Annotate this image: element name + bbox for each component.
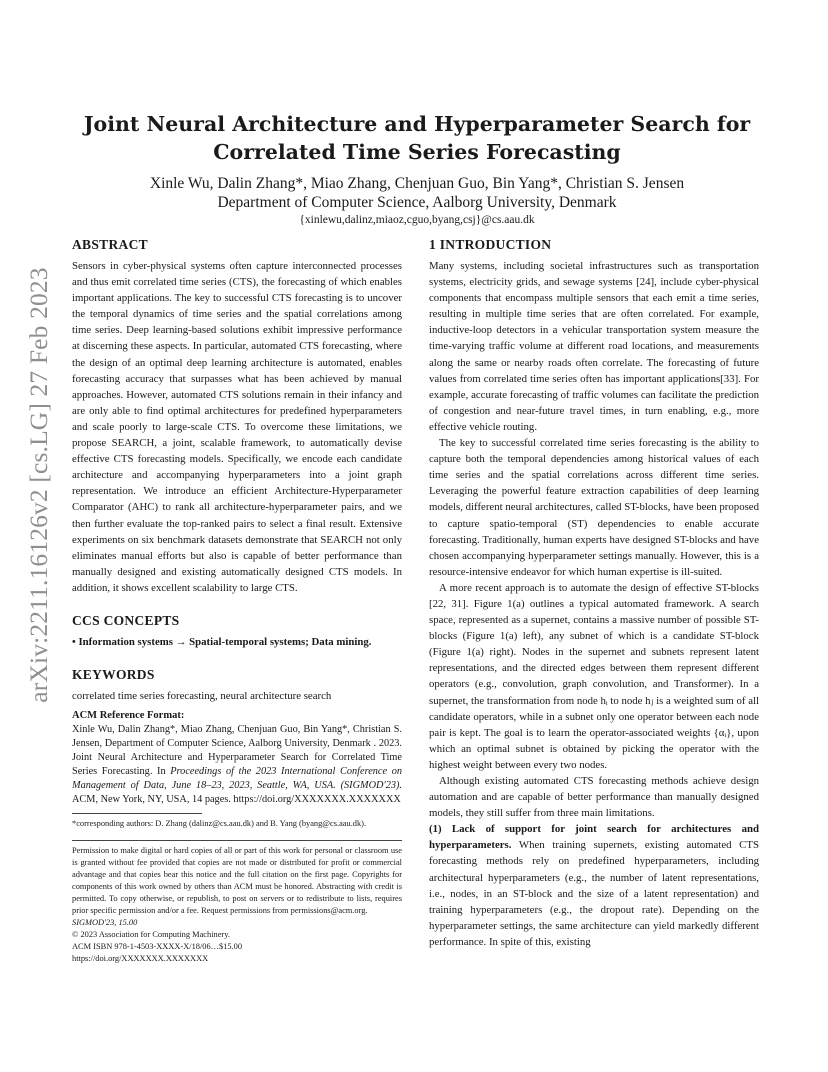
acm-ref-text: Xinle Wu, Dalin Zhang*, Miao Zhang, Chenjuan Guo, Bin Yang*, Christian S. Jensen, Department of Computer Science, Aalborg University, Denmark . 2023. Joint Neural Architecture and Hyperparameter Search for Correlated Time Series Forecasting. In Proceedings of the 2023 International Conference on Management of Data, June 18–23, 2023, Seattle, WA, USA. (SIGMOD'23). ACM, New York, NY, USA, 14 pages. https://doi.org/XXXXXXX.XXXXXXX (72, 724, 402, 805)
keywords-text: correlated time series forecasting, neural architecture search (72, 690, 332, 703)
intro-paragraph-4: Although existing automated CTS forecasting methods achieve design automation and are capable of better performance than manually designed models, they still suffer from three main limitations. (429, 775, 759, 820)
doi: https://doi.org/XXXXXXX.XXXXXXX (72, 953, 209, 963)
footnote: *corresponding authors: D. Zhang (dalinz@cs.aau.dk) and B. Yang (byang@cs.aau.dk). (72, 818, 367, 828)
permission-rule (72, 840, 402, 841)
ccs-text: • Information systems → Spatial-temporal systems; Data mining. (72, 635, 372, 648)
abstract-text: Sensors in cyber-physical systems often capture interconnected processes and thus emit correlated time series (CTS), the forecasting of which enables important applications. The key to successful CTS forecasting is to uncover the temporal dynamics of time series and the spatial correlations among time series. Deep learning-based solutions exhibit impressive performance at discerning these aspects. In particular, automated CTS forecasting, where the design of an optimal deep learning architecture is automated, enables forecasting accuracy that surpasses what has been achieved by manual approaches. However, automated CTS solutions remain in their infancy and are only able to find optimal architectures for predefined hyperparameters and scale poorly to large-scale CTS. To overcome these limitations, we propose SEARCH, a joint, scalable framework, to automatically devise effective CTS forecasting models. Specifically, we encode each candidate architecture and accompanying hyperparameters into a joint graph representation. We introduce an efficient Architecture-Hyperparameter Comparator (AHC) to rank all architecture-hyperparameter pairs, and we then further evaluate the top-ranked pairs to select a final result. Extensive experiments on six benchmark datasets demonstrate that SEARCH not only eliminates manual efforts but also is capable of better performance than manually designed and existing automatically designed CTS models. In addition, it shows excellent scalability to large CTS. (72, 260, 402, 594)
isbn: ACM ISBN 978-1-4503-XXXX-X/18/06…$15.00 (72, 941, 243, 951)
ccs-heading: CCS CONCEPTS (72, 612, 180, 628)
intro-heading: 1 INTRODUCTION (429, 237, 552, 252)
conference-line: SIGMOD'23, 15.00 (72, 917, 138, 927)
authors: Xinle Wu, Dalin Zhang*, Miao Zhang, Chenjuan Guo, Bin Yang*, Christian S. Jensen (149, 175, 685, 192)
paper-title (72, 110, 762, 166)
intro-paragraph-3: A more recent approach is to automate the design of effective ST-blocks [22, 31]. Figure 1(a) outlines a typical automated framework. A search space, represented as a supernet, contains a massive number of possible ST-blocks (Figure 1(a) left), any subnet of which is a candidate ST-block (Figure 1(a) right). Nodes in the supernet and subnets represent latent representations, and the directed edges between them represent different operators (e.g., convolution, graph convolution, and Transformer). In a supernet, the transformation from node hᵢ to node hⱼ is a weighted sum of all candidate operators, while in a subnet only one operator between each node pair is kept. The goal is to learn the operator-associated weights {αᵢ}, upon which an optimal subnet is obtained by picking the operator with the highest weight between every two nodes. (429, 581, 759, 771)
affiliation: Department of Computer Science, Aalborg University, Denmark (217, 194, 617, 211)
email: {xinlewu,dalinz,miaoz,cguo,byang,csj}@cs.aau.dk (299, 214, 535, 226)
intro-paragraph-2: The key to successful correlated time series forecasting is the ability to capture both the temporal dependencies among historical values of each time series and the spatial correlations across different time series. Leveraging the powerful feature extraction capabilities of deep learning models, different neural architectures, called ST-blocks, have been proposed to capture spatio-temporal (ST) dependencies to enable accurate forecasting. Traditionally, human experts have designed ST-blocks and have chosen accompanying hyperparameter settings manually. However, this is a resource-intensive endeavor for which human expertise is ill-suited. (429, 437, 759, 578)
abstract-heading: ABSTRACT (72, 237, 148, 252)
acm-ref-heading: ACM Reference Format: (72, 710, 185, 722)
intro-paragraph-1: Many systems, including societal infrastructures such as transportation systems, electricity grids, and sewage systems [24], include cyber-physical components that encompass multiple sensors that each emit a time series, resulting in multiple time series that are often correlated. For example, inductive-loop detectors in a vehicular transportation system measure the time-varying traffic volume at different road locations, and measurements along the same or nearby roads often correlate. The forecasting of future values from correlated time series often has important applications[33]. For example, accurate forecasting of traffic volumes can facilitate the prediction of congestion and near-future travel times, in turn enabling, e.g., more effective vehicle routing. (429, 260, 759, 433)
keywords-heading: KEYWORDS (72, 667, 155, 683)
footnote-rule (72, 813, 202, 814)
copyright: © 2023 Association for Computing Machinery. (72, 929, 230, 939)
title-line-1: Joint Neural Architecture and Hyperparameter Search for (83, 112, 751, 136)
title-line-2: Correlated Time Series Forecasting (213, 140, 621, 164)
intro-paragraph-5: (1) Lack of support for joint search for architectures and hyperparameters. When training supernets, existing automated CTS forecasting methods rely on predefined hyperparameters, including architectural hyperparameters (e.g., the number of latent representations, i.e., nodes, in an ST-block and the size of a latent representation) and training hyperparameters (e.g., the dropout rate). Depending on the hyperparameter settings, the same architecture can yield markedly different performance. In spite of this, existing (429, 823, 759, 948)
arxiv-stamp: arXiv:2211.16126v2 [cs.LG] 27 Feb 2023 (24, 267, 53, 703)
right-column (429, 236, 759, 950)
permission-notice: Permission to make digital or hard copies of all or part of this work for personal or classroom use is granted without fee provided that copies are not made or distributed for profit or commercial advantage and that copies bear this notice and the full citation on the first page. Copyrights for components of this work owned by others than ACM must be honored. Abstracting with credit is permitted. To copy otherwise, or republish, to post on servers or to redistribute to lists, requires prior specific permission and/or a fee. Request permissions from permissions@acm.org. (72, 845, 402, 915)
left-column (72, 236, 402, 965)
